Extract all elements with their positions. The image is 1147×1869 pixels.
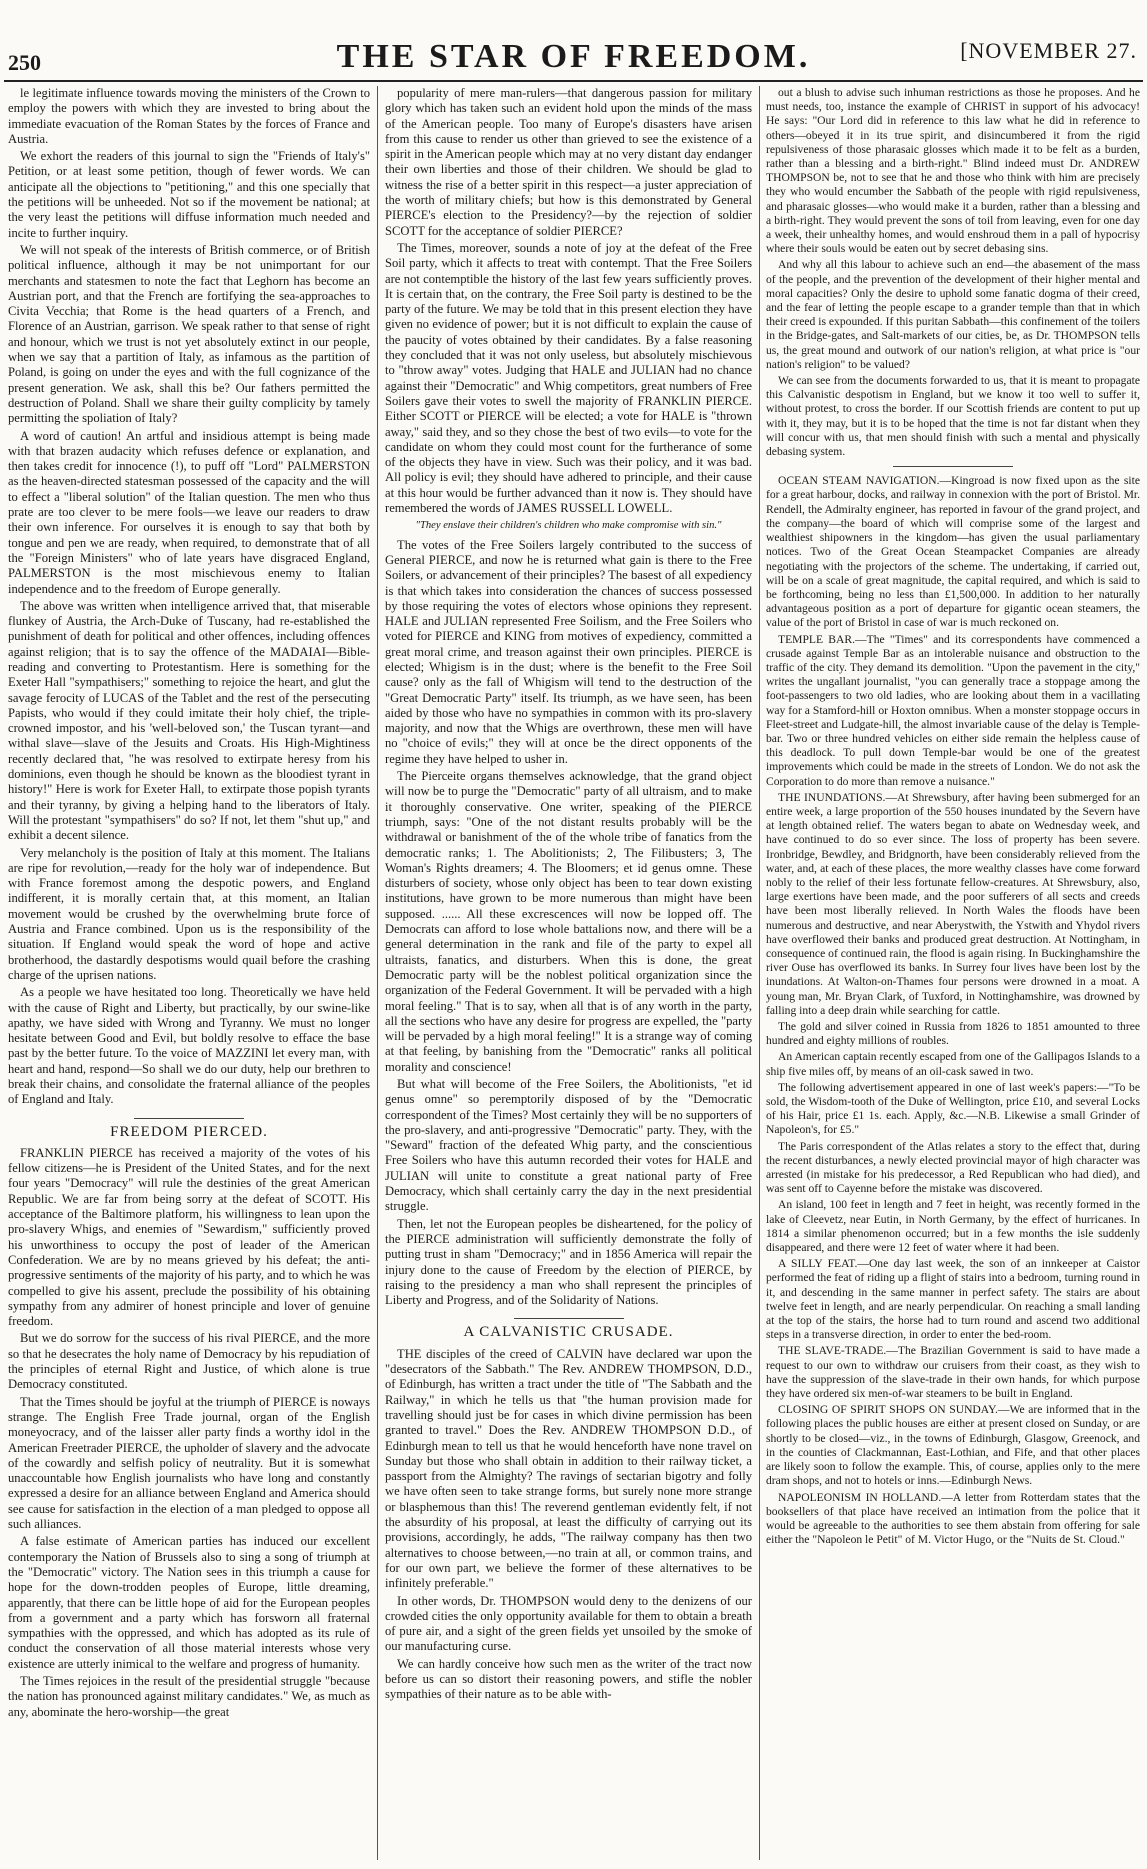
article-headline: FREEDOM PIERCED. — [8, 1118, 370, 1140]
column-2 — [385, 86, 752, 1860]
header-rule — [4, 80, 1143, 82]
paragraph: The Times rejoices in the result of the presidential struggle "because the nation has pronounced against military candidates." We, as much as any, abominate the hero-worship—the great — [8, 1673, 370, 1719]
paragraph: OCEAN STEAM NAVIGATION.—Kingroad is now fixed upon as the site for a great harbour, docks, and railway in connexion with the port of Bristol. Mr. Rendell, the Admiralty engineer, has reported in favour of the grand project, and the company—the board of which will comprise some of the largest and wealthiest shipowners in the kingdom—has given the usual parliamentary notices. Two of the Great Ocean Steampacket Companies are already negotiating with the projectors of the scheme. The undertaking, if carried out, will be on a scale of great magnitude, the capital required, and which is said to be forthcoming, being no less than £1,500,000. In addition to her naturally advantageous position as a port of departure for gigantic ocean steamers, the value of the port of Bristol in case of war is much reckoned on. — [766, 474, 1140, 630]
paragraph: THE SLAVE-TRADE.—The Brazilian Government is said to have made a request to our own to withdraw our cruisers from their coast, as they wish to have the suppression of the slave-trade in their own hands, for which purpose they have ordered six men-of-war steamers to be built in England. — [766, 1344, 1140, 1401]
column-1 — [8, 86, 370, 1860]
paragraph: We exhort the readers of this journal to sign the "Friends of Italy's" Petition, or at least some petition, though of fewer words. We can anticipate all the objections to "petitioning," and this one specially that the petitions will be unheeded. Not so if the movement be national; at the very least the petitions will diffuse information much needed and incite to further inquiry. — [8, 149, 370, 240]
paragraph: In other words, Dr. THOMPSON would deny to the denizens of our crowded cities the only opportunity available for them to obtain a breath of pure air, and a sight of the green fields yet unsoiled by the smoke of our manufacturing curse. — [385, 1593, 752, 1654]
paragraph: An American captain recently escaped from one of the Gallipagos Islands to a ship five miles off, by means of an oil-cask sawed in two. — [766, 1050, 1140, 1078]
paragraph: Then, let not the European peoples be disheartened, for the policy of the PIERCE administration will sufficiently demonstrate the folly of putting trust in sham "Democracy;" and in 1856 America will repair the injury done to the cause of Freedom by the election of PIERCE, by raising to the presidency a man who shall represent the principles of Liberty and Progress, and of the Solidarity of Nations. — [385, 1216, 752, 1308]
article-headline: A CALVANISTIC CRUSADE. — [385, 1318, 752, 1340]
paragraph: Very melancholy is the position of Italy at this moment. The Italians are ripe for revolution,—ready for the holy war of independence. But with France foremost among the despotic powers, and England indifferent, it is morally certain that, at this moment, an Italian movement would be crushed by the overwhelming brute force of Austria and France combined. Upon us is the responsibility of the situation. If England would speak the word of hope and active brotherhood, the dastardly despotisms would quail before the crashing charge of the uprisen nations. — [8, 845, 370, 982]
paragraph: A word of caution! An artful and insidious attempt is being made with that brazen audacity which refuses defence or explanation, and then takes credit for innocence (!), to puff off "Lord" PALMERSTON as the heaven-directed statesman possessed of the capacity and the will to effect a "liberal solution" of the Italian question. The men who thus prate are too clever to be mere fools—we leave our readers to draw their own inference. For ourselves it is enough to say that both by tongue and pen we are ready, when required, to demonstrate that of all the "Foreign Ministers" who of late years have disgraced England, PALMERSTON is the most mischievous enemy to Italian independence and to the freedom of Europe generally. — [8, 428, 370, 596]
paragraph: And why all this labour to achieve such an end—the abasement of the mass of the people, and the prevention of the development of their higher mental and moral capacities? Only the desire to uphold some fanatic dogma of their creed, and the fear of letting the people escape to a grander temple than that in which their creed is expounded. If this puritan Sabbath—this confinement of the toilers in the Bridge-gates, and Salt-markets of our cities, be, as Dr. THOMPSON tells us, the great mound and outwork of our nation's religion, at what price is "our nation's religion" to be valued? — [766, 258, 1140, 371]
paragraph: An island, 100 feet in length and 7 feet in height, was recently formed in the lake of Cleevetz, near Eutin, in North Germany, by the effect of hurricanes. In 1814 a similar phenomenon occurred; but in a few months the isle suddenly disappeared, and there were 12 feet of water where it had been. — [766, 1198, 1140, 1255]
paragraph: out a blush to advise such inhuman restrictions as those he proposes. And he must needs, too, instance the example of CHRIST in support of his advocacy! He says: "Our Lord did in reference to this law what he did in reference to others—obeyed it in its true spirit, and disincumbered it from the rigid repulsiveness of those pharasaic glosses which made it to be felt as a burden, rather than a blessing and a birth-right." Blind indeed must Dr. ANDREW THOMPSON be, not to see that he and those who think with him are precisely they who would encumber the Sabbath of the people with rigid repulsiveness, and pharasaic glosses—who would make it a burden, rather than a blessing and a birth-right. They would prevent the sons of toil from leaving, even for one day a week, their unhealthy homes, and would enshroud them in a pall of hypocrisy where their souls would be eaten out by secret debasing sins. — [766, 86, 1140, 256]
column-divider — [377, 86, 378, 1860]
page-number: 250 — [8, 50, 41, 75]
page-header — [0, 0, 1147, 76]
paragraph: A false estimate of American parties has induced our excellent contemporary the Nation of Brussels also to sing a song of triumph at the "Democratic" victory. The Nation sees in this triumph a cause for hope for the down-trodden peoples of Europe, little dreaming, apparently, that there can be little hope of aid for the European peoples from a government and a party which has forsworn all fraternal sympathies with the oppressed, and which has adopted as its rule of conduct the conservation of all those material interests whose very existence are utterly inimical to the welfare and progress of humanity. — [8, 1534, 370, 1671]
paragraph: That the Times should be joyful at the triumph of PIERCE is noways strange. The English Free Trade journal, organ of the English moneyocracy, and of the laisser aller party finds a worthy idol in the American Freetrader PIERCE, the upholder of slavery and the advocate of the cowardly and selfish policy of neutrality. But it is somewhat unaccountable how English journalists who have long and constantly expressed a desire for an alliance between England and America should see cause for satisfaction in the election of a man pledged to oppose all such alliances. — [8, 1394, 370, 1532]
paragraph: But we do sorrow for the success of his rival PIERCE, and the more so that he desecrates the holy name of Democracy by his repudiation of the principles of eternal Right and Justice, of which alone is true Democracy constituted. — [8, 1331, 370, 1392]
paragraph: CLOSING OF SPIRIT SHOPS ON SUNDAY.—We are informed that in the following places the public houses are either at present closed on Sunday, or are shortly to be closed—viz., in the towns of Edinburgh, Glasgow, Greenock, and in the counties of Clackmannan, East-Lothian, and Fife, and that other places are likely soon to follow the example. This, of course, applies only to the mere dram shops, and not to hotels or inns.—Edinburgh News. — [766, 1403, 1140, 1488]
paragraph: The above was written when intelligence arrived that, that miserable flunkey of Austria, the Arch-Duke of Tuscany, had re-established the punishment of death for political and other offences, including offences against religion; that is to say the offence of the MADAIAI—Bible-reading and converting to Protestantism. Here is something for the Exeter Hall "sympathisers;" something to rejoice the heart, and glut the savage ferocity of LUCAS of the Tablet and the rest of the persecuting Papists, who would if they could imitate their holy chief, the triple-crowned impostor, and his 'well-beloved son,' the Tuscan tyrant—and withal slave—slave of the Jesuits and Croats. His High-Mightiness recently declared that, "he was resolved to extirpate heresy from his dominions, even though he should be known as the bloodiest tyrant in history!" Here is work for Exeter Hall, to extirpate those popish tyrants and their tyranny, by giving a helping hand to the liberators of Italy. Will the protestant "sympathisers" do so? If not, let them "shut up," and exhibit a decent silence. — [8, 598, 370, 843]
issue-date: [NOVEMBER 27. — [960, 38, 1137, 63]
paragraph: We can hardly conceive how such men as the writer of the tract now before us can so distort their reasoning powers, and stifle the nobler sympathies of their nature as to be able with- — [385, 1656, 752, 1702]
paragraph: The Paris correspondent of the Atlas relates a story to the effect that, during the recent disturbances, a newly elected provincial mayor of high character was arrested (in mistake for his predecessor, a Red Republican who had died), and was sent off to Cayenne before the mistake was discovered. — [766, 1139, 1140, 1196]
paragraph: FRANKLIN PIERCE has received a majority of the votes of his fellow citizens—he is President of the United States, and for the next four years "Democracy" will rule the destinies of the great American Republic. We are far from being sorry at the defeat of SCOTT. His acceptance of the Baltimore platform, his willingness to lean upon the pro-slavery Whigs, and enemies of "Sewardism," sufficiently proved his unworthiness to occupy the post of leader of the American Confederation. We are by no means grieved by his defeat; the anti-progressive sentiments of the majority of his party, and to which he was compelled to give his assent, preclude the possibility of his obtaining sympathy from any admirer of honest principle and lover of genuine freedom. — [8, 1145, 370, 1329]
masthead-title: THE STAR OF FREEDOM. — [336, 38, 811, 75]
pull-quote: "They enslave their children's children who make compromise with sin." — [415, 520, 722, 532]
paragraph: A SILLY FEAT.—One day last week, the son of an innkeeper at Caistor performed the feat of riding up a flight of stairs into a bedroom, turning round in it, and descending in the same manner in perfect safety. The stairs are about twelve feet in length, and are nearly perpendicular. On reaching a small landing at the top of the stairs, the horse had to turn round and ascend two additional steps in a transverse direction, in order to enter the bed-room. — [766, 1257, 1140, 1342]
column-3 — [766, 86, 1140, 1860]
paragraph: TEMPLE BAR.—The "Times" and its correspondents have commenced a crusade against Temple Bar as an intolerable nuisance and obstruction to the traffic of the city. They demand its demolition. "Upon the pavement in the city," writes the ungallant journalist, "you can generally trace a stoppage among the foot-passengers to two old ladies, who are looking about them in a vacillating way for a Stamford-hill or Hoxton omnibus. When a monster stoppage occurs in Fleet-street and Ludgate-hill, the almost invariable cause of the delay is Temple-bar. Two or three hundred vehicles on either side remain the helpless cause of this deadlock. To pull down Temple-bar would be one of the greatest improvements which could be made in the streets of London. We do not ask the Corporation to do more than remove a nuisance." — [766, 632, 1140, 788]
paragraph: We can see from the documents forwarded to us, that it is meant to propagate this Calvanistic despotism in England, but we know it too well to suffer it, without protest, to cross the border. If our Scottish friends are content to put up with it, they may, but it is to be hoped that the time is not far distant when they will concur with us, that men should finish with such a mental and physically debasing system. — [766, 374, 1140, 459]
paragraph: The following advertisement appeared in one of last week's papers:—"To be sold, the Wisdom-tooth of the Duke of Wellington, price £10, and several Locks of his Hair, price £1 1s. each. Apply, &c.—N.B. Likewise a small Grinder of Napoleon's, for £5." — [766, 1080, 1140, 1137]
paragraph: The gold and silver coined in Russia from 1826 to 1851 amounted to three hundred and eighty millions of roubles. — [766, 1020, 1140, 1048]
paragraph: THE disciples of the creed of CALVIN have declared war upon the "desecrators of the Sabbath." The Rev. ANDREW THOMPSON, D.D., of Edinburgh, has written a tract under the title of "The Sabbath and the Railway," in which he tells us that "the human provision made for travelling should just be for cases in which divine permission has been granted to travel." Does the Rev. ANDREW THOMPSON D.D., of Edinburgh mean to tell us that he would henceforth have none travel on Sunday but those who shall obtain in addition to their railway ticket, a passport from the Almighty? The ravings of sectarian bigotry and folly we have often seen to take strange forms, but surely none more strange or blasphemous than this! The reverend gentleman evidently felt, if not the absurdity of his proposal, at least the difficulty of carrying out its provisions, accordingly, he adds, "The railway company has then two alternatives to choose between,—no train at all, or common trains, and for our own part, we believe the former of these alternatives to be infinitely preferable." — [385, 1346, 752, 1591]
paragraph: The Times, moreover, sounds a note of joy at the defeat of the Free Soil party, which it affects to treat with contempt. That the Free Soilers are not contemptible the history of the last few years sufficiently proves. It is certain that, on the contrary, the Free Soil party is destined to be the party of the future. We may be told that in this present election they have given no evidence of power; but it is not difficult to explain the cause of the paucity of votes obtained by their candidates. By a false reasoning they concluded that it was not only useless, but absolutely mischievous to "throw away" votes. Judging that HALE and JULIAN had no chance against their "Democratic" and Whig competitors, great numbers of Free Soilers gave their votes to swell the majority of FRANKLIN PIERCE. Either SCOTT or PIERCE will be elected; a vote for HALE is "thrown away," said they, and so they chose the best of two evils—to vote for the candidate on whom they could most count for the furtherance of some of the objects they have in view. Such was their policy, and it was bad. All policy is evil; they should have adhered to principle, and their cause at this hour would be further advanced than it now is. They should have remembered the words of JAMES RUSSELL LOWELL. — [385, 240, 752, 516]
paragraph: The Pierceite organs themselves acknowledge, that the grand object will now be to purge the "Democratic" party of all ultraism, and to make it thoroughly conservative. One writer, speaking of the PIERCE triumph, says: "One of the not distant results probably will be the withdrawal or banishment of the of the whole tribe of fanatics from the democratic ranks; 1. The Abolitionists; 2, The Filibusters; 3, The Woman's Rights dreamers; 4. The Bloomers; et id genus omne. These disturbers of society, whose only object has been to tear down existing institutions, have grown to be more numerous than might have been supposed. ...... All these excrescences will now be lopped off. The Democrats can afford to lose whole battalions now, and there will be a general determination in the rank and file of the party to expel all ultraists, fanatics, and disturbers. When this is done, the great Democratic party will be the noblest political organization since the organization of the Federal Government. It will be pervaded with a high moral feeling." That is to say, when all that is of any worth in the party, all the sections who have any desire for progress are expelled, the "party will be pervaded by a high moral feeling!" It is a strange way of coming at that feeling, by banishing from the "Democratic" ranks all political morality and conscience! — [385, 769, 752, 1074]
paragraph: NAPOLEONISM IN HOLLAND.—A letter from Rotterdam states that the booksellers of that place have received an intimation from the police that it would be agreeable to the authorities to see them abstain from offering for sale either the "Napoleon le Petit" of M. Victor Hugo, or the "Nuits de St. Cloud." — [766, 1490, 1140, 1547]
paragraph: popularity of mere man-rulers—that dangerous passion for military glory which has taken such an evident hold upon the minds of the mass of the American people. Too many of Europe's disasters have arisen from this cause to render us other than grieved to see the existence of a spirit in the American people which may at no very distant day endanger their own liberties and those of their children. We should be glad to witness the rise of a better spirit in this respect—a juster appreciation of the worth of military chiefs; but how is this demonstrated by General PIERCE's election to the Presidency?—by the rejection of soldier SCOTT for the acceptance of soldier PIERCE? — [385, 86, 752, 238]
paragraph: The votes of the Free Soilers largely contributed to the success of General PIERCE, and now he is returned what gain is there to the Free Soilers, or advancement of their principles? The basest of all expediency is that which takes into consideration the chances of success possessed by those requiring the votes of electors whose opinions they represent. HALE and JULIAN represented Free Soilism, and the Free Soilers who voted for PIERCE and KING from motives of expediency, committed a great moral crime, and treason against their own principles. PIERCE is elected; Whigism is in the dust; where is the benefit to the Free Soil cause? only as the fall of Whigism will tend to the destruction of the "Great Democratic Party" itself. Its triumph, as we have seen, has been aided by those who have no sympathies in common with its pro-slavery majority, and now that the Whigs are overthrown, these men will have no "choice of evils;" they will at once be the direct opponents of the regime they have helped to usher in. — [385, 537, 752, 766]
paragraph: We will not speak of the interests of British commerce, or of British political influence, although it may be not unimportant for our merchants and statesmen to note the fact that Leghorn has become an Austrian port, and that the French are fortifying the sea-approaches to Civita Vecchia; that Rome is the head quarters of a French, and Florence of an Austrian, garrison. We speak rather to that sense of right and honour, which we trust is not yet absolutely extinct in our people, when we say that a partition of Italy, as infamous as the partition of Poland, is going on under the eyes and with the full cognizance of the present generation. We ask, shall this be? Our fathers permitted the destruction of Poland. Shall we share their guilty complicity by tamely permitting the spoliation of Italy? — [8, 242, 370, 426]
column-divider — [759, 86, 760, 1860]
paragraph: THE INUNDATIONS.—At Shrewsbury, after having been submerged for an entire week, a large proportion of the 550 houses inundated by the Severn have at length obtained relief. The waters began to abate on Wednesday week, and have continued to do so ever since. The loss of property has been severe. Ironbridge, Bewdley, and Bridgnorth, have been considerably relieved from the water, and, at each of these places, the more wealthy classes have come forward nobly to the relief of their less fortunate fellow-creatures. At Shrewsbury, also, large exertions have been made, and the poor sufferers of all sects and creeds have been most liberally relieved. In North Wales the floods have been numerous and destructive, and near Aberystwith, the Ystwith and Yhydol rivers have overflowed their banks and produced great destruction. At Nottingham, in consequence of continued rain, the flood is again rising. In Buckinghamshire the river Ouse has overflowed its banks. In Surrey four lives have been lost by the inundations. At Walton-on-Thames four persons were drowned in a moat. A young man, Mr. Bryan Clark, of Tuxford, in Nottinghamshire, was drowned by falling into a deep drain while searching for cattle. — [766, 790, 1140, 1017]
paragraph: But what will become of the Free Soilers, the Abolitionists, "et id genus omne" so peremptorily disposed of by the "Democratic correspondent of the Times? Most certainly they will be no supporters of the pro-slavery, and anti-progressive "Democratic" party. They, with the "Seward" fraction of the defeated Whig party, and the conscientious Free Soilers who have this autumn recorded their votes for HALE and JULIAN will unite to constitute a great national party of Free Democracy, which shall certainly carry the day in the next presidential struggle. — [385, 1077, 752, 1214]
paragraph: le legitimate influence towards moving the ministers of the Crown to employ the powers with which they are invested to bring about the immediate evacuation of the Roman States by the forces of France and Austria. — [8, 86, 370, 146]
paragraph: As a people we have hesitated too long. Theoretically we have held with the cause of Right and Liberty, but practically, by our swine-like apathy, we have sided with Wrong and Tyranny. We must no longer hesitate between Good and Evil, but boldly resolve to efface the base past by the better future. To the voice of MAZZINI let every man, with heart and hand, respond—So shall we do our duty, help our brethren to break their chains, and consolidate the fraternal alliance of the peoples of England and Italy. — [8, 985, 370, 1107]
section-separator — [893, 466, 1013, 467]
